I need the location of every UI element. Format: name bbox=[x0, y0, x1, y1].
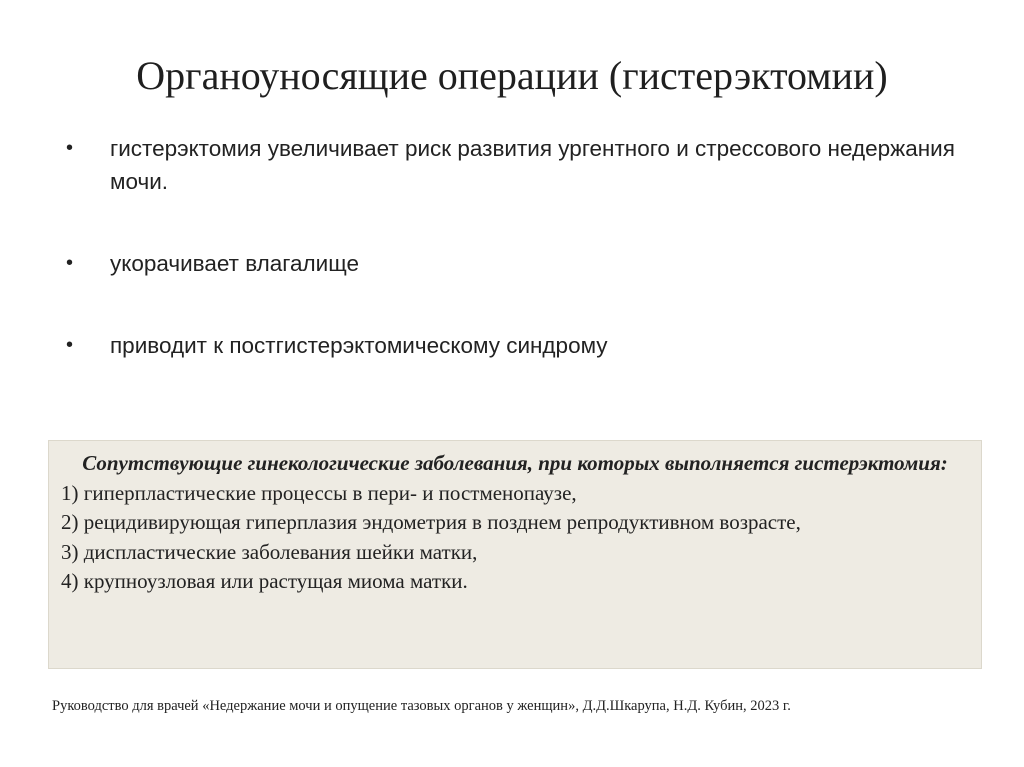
bullet-dot-icon: • bbox=[66, 334, 74, 356]
bullet-text: укорачивает влагалище bbox=[110, 251, 359, 276]
callout-item: 4) крупноузловая или растущая миома матки. bbox=[61, 569, 468, 593]
callout-item: 2) рецидивирующая гиперплазия эндометрия в позднем репродуктивном возрасте, bbox=[61, 510, 801, 534]
bullet-text: приводит к постгистерэктомическому синдрому bbox=[110, 333, 608, 358]
bullet-item bbox=[66, 247, 966, 280]
slide-title: Органоуносящие операции (гистерэктомии) bbox=[136, 53, 888, 98]
bullet-dot-icon: • bbox=[66, 252, 74, 274]
bullet-item bbox=[66, 329, 966, 362]
bullet-list bbox=[66, 132, 966, 362]
callout-box bbox=[48, 440, 982, 669]
callout-list bbox=[61, 479, 969, 597]
callout-item: 3) диспластические заболевания шейки матки, bbox=[61, 539, 478, 564]
bullet-item bbox=[66, 132, 966, 198]
callout-item: 1) гиперпластические процессы в пери- и постменопаузе, bbox=[61, 480, 577, 505]
reference-citation: Руководство для врачей «Недержание мочи и опущение тазовых органов у женщин», Д.Д.Шкарупа, Н.Д. Кубин, 2023 г. bbox=[52, 698, 791, 714]
bullet-dot-icon: • bbox=[66, 137, 74, 159]
bullet-text: гистерэктомия увеличивает риск развития ургентного и стрессового недержания мочи. bbox=[110, 136, 955, 194]
callout-heading: Сопутствующие гинекологические заболевания, при которых выполняется гистерэктомия: bbox=[82, 451, 948, 475]
